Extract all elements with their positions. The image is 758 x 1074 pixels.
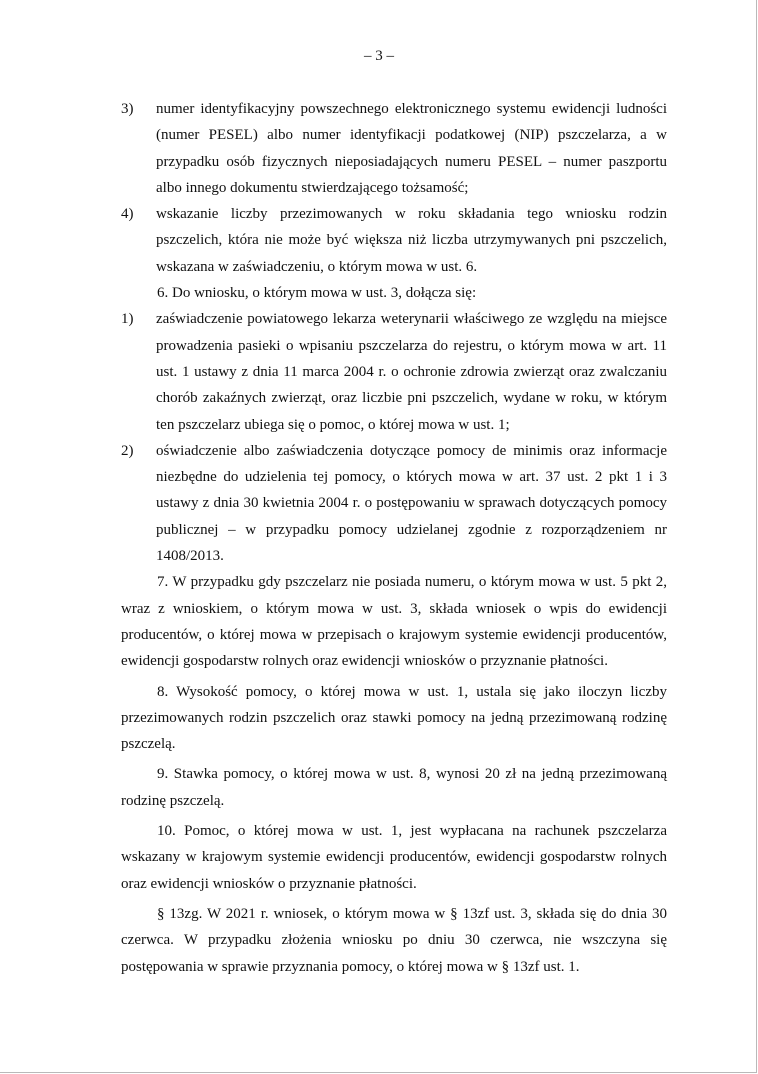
paragraph-7: 7. W przypadku gdy pszczelarz nie posiada numeru, o którym mowa w ust. 5 pkt 2, wraz z wnioskiem, o którym mowa w ust. 3, składa wniosek o wpis do ewidencji producentów, o której mowa w przepisach o krajowym systemie ewidencji producentów, ewidencji gospodarstw rolnych oraz ewidencji wniosków o przyznanie płatności. bbox=[121, 574, 667, 670]
paragraph-13zg: § 13zg. W 2021 r. wniosek, o którym mowa w § 13zf ust. 3, składa się do dnia 30 czerwca. W przypadku złożenia wniosku po dniu 30 czerwca, nie wszczyna się postępowania w sprawie przyznania pomocy, o której mowa w § 13zf ust. 1. bbox=[121, 905, 667, 975]
list-item bbox=[121, 201, 667, 280]
page-number: – 3 – bbox=[364, 48, 394, 64]
paragraph-9: 9. Stawka pomocy, o której mowa w ust. 8, wynosi 20 zł na jedną przezimowaną rodzinę pszczelą. bbox=[121, 766, 667, 809]
item-number: 3) bbox=[121, 101, 134, 117]
item-text: zaświadczenie powiatowego lekarza weterynarii właściwego ze względu na miejsce prowadzenia pasieki o wpisaniu pszczelarza do rejestru, o którym mowa w art. 11 ust. 1 ustawy z dnia 11 marca 2004 r. o ochronie zdrowia zwierząt oraz zwalczaniu chorób zakaźnych zwierząt, oraz liczbie pni pszczelich, wydane w roku, w którym ten pszczelarz ubiega się o pomoc, o której mowa w ust. 1; bbox=[156, 311, 667, 433]
item-number: 4) bbox=[121, 206, 134, 223]
list-item bbox=[121, 306, 667, 437]
paragraph-6: 6. Do wniosku, o którym mowa w ust. 3, dołącza się: bbox=[157, 285, 477, 302]
item-number: 2) bbox=[121, 442, 134, 459]
item-text: wskazanie liczby przezimowanych w roku składania tego wniosku rodzin pszczelich, która nie może być większa niż liczba utrzymywanych pni pszczelich, wskazana w zaświadczeniu, o którym mowa w ust. 6. bbox=[156, 206, 667, 275]
page-content bbox=[121, 96, 667, 980]
paragraph-8: 8. Wysokość pomocy, o której mowa w ust. 1, ustala się jako iloczyn liczby przezimowanych rodzin pszczelich oraz stawki pomocy na jedną przezimowaną rodzinę pszczelą. bbox=[121, 683, 667, 753]
item-text: oświadczenie albo zaświadczenia dotyczące pomocy de minimis oraz informacje niezbędne do udzielenia tej pomocy, o których mowa w art. 37 ust. 2 pkt 1 i 3 ustawy z dnia 30 kwietnia 2004 r. o postępowaniu w sprawach dotyczących pomocy publicznej – w przypadku pomocy udzielanej zgodnie z rozporządzeniem nr 1408/2013. bbox=[156, 442, 667, 565]
item-number: 1) bbox=[121, 311, 134, 328]
item-text: numer identyfikacyjny powszechnego elektronicznego systemu ewidencji ludności (numer PESEL) albo numer identyfikacji podatkowej (NIP) pszczelarza, a w przypadku osób fizycznych nieposiadających numeru PESEL – numer paszportu albo innego dokumentu stwierdzającego tożsamość; bbox=[156, 101, 667, 196]
paragraph-10: 10. Pomoc, o której mowa w ust. 1, jest wypłacana na rachunek pszczelarza wskazany w krajowym systemie ewidencji producentów, ewidencji gospodarstw rolnych oraz ewidencji wniosków o przyznanie płatności. bbox=[121, 823, 667, 892]
list-item bbox=[121, 438, 667, 569]
list-item bbox=[121, 96, 667, 201]
